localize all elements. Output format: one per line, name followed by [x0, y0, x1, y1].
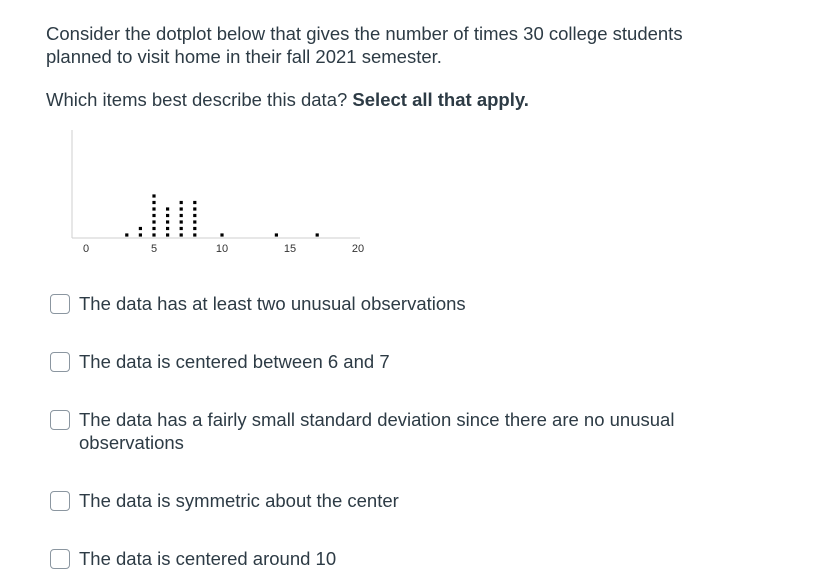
dotplot-dot: [152, 227, 155, 230]
dotplot-dot: [180, 207, 183, 210]
option-5[interactable]: [50, 547, 719, 570]
option-2-label[interactable]: The data is centered between 6 and 7: [79, 351, 390, 372]
option-4-checkbox[interactable]: [50, 491, 70, 511]
dotplot-dot: [220, 233, 223, 236]
dotplot-dot: [180, 227, 183, 230]
dotplot-dot: [193, 220, 196, 223]
question-text: Consider the dotplot below that gives the number of times 30 college students planned to visit home in their fall 2021 semester.: [46, 23, 683, 67]
option-4-label[interactable]: The data is symmetric about the center: [79, 490, 399, 511]
dotplot-dot: [180, 201, 183, 204]
dotplot-dot: [152, 214, 155, 217]
question-prompt: [46, 22, 746, 111]
dotplot-ticks: [83, 243, 364, 255]
option-4[interactable]: [50, 489, 719, 512]
dotplot-dots: [125, 194, 319, 236]
dotplot-dot: [152, 220, 155, 223]
x-tick-label: 0: [82, 243, 90, 255]
dotplot-dot: [166, 233, 169, 236]
dotplot-dot: [166, 207, 169, 210]
x-tick-label: 20: [351, 243, 365, 255]
instruction-emphasis: Select all that apply.: [352, 89, 529, 110]
dotplot-chart: [60, 128, 380, 260]
instruction-text: [46, 88, 746, 111]
option-5-label[interactable]: The data is centered around 10: [79, 548, 337, 569]
dotplot-dot: [193, 214, 196, 217]
dotplot-dot: [152, 207, 155, 210]
option-1-checkbox[interactable]: [50, 294, 70, 314]
dotplot-dot: [166, 214, 169, 217]
dotplot-dot: [193, 227, 196, 230]
x-tick-label: 10: [215, 243, 229, 255]
dotplot-dot: [125, 233, 128, 236]
option-1-label[interactable]: The data has at least two unusual observations: [79, 293, 466, 314]
dotplot-dot: [180, 214, 183, 217]
dotplot-dot: [180, 233, 183, 236]
dotplot-dot: [152, 201, 155, 204]
dotplot-dot: [275, 233, 278, 236]
dotplot-dot: [193, 233, 196, 236]
dotplot-dot: [152, 233, 155, 236]
instruction-prefix: Which items best describe this data?: [46, 89, 353, 110]
dotplot-svg: [60, 128, 380, 260]
dotplot-dot: [193, 201, 196, 204]
dotplot-dot: [316, 233, 319, 236]
dotplot-dot: [180, 220, 183, 223]
dotplot-dot: [166, 220, 169, 223]
dotplot-dot: [166, 227, 169, 230]
dotplot-dot: [139, 227, 142, 230]
x-tick-label: 5: [150, 243, 158, 255]
dotplot-dot: [193, 207, 196, 210]
option-1[interactable]: [50, 292, 719, 315]
option-3-checkbox[interactable]: [50, 410, 70, 430]
dotplot-dot: [139, 233, 142, 236]
option-5-checkbox[interactable]: [50, 549, 70, 569]
dotplot-dot: [152, 194, 155, 197]
option-3[interactable]: [50, 408, 719, 454]
x-tick-label: 15: [283, 243, 297, 255]
option-2[interactable]: [50, 350, 719, 373]
option-2-checkbox[interactable]: [50, 352, 70, 372]
option-3-label[interactable]: The data has a fairly small standard deviation since there are no unusual observations: [79, 409, 675, 453]
